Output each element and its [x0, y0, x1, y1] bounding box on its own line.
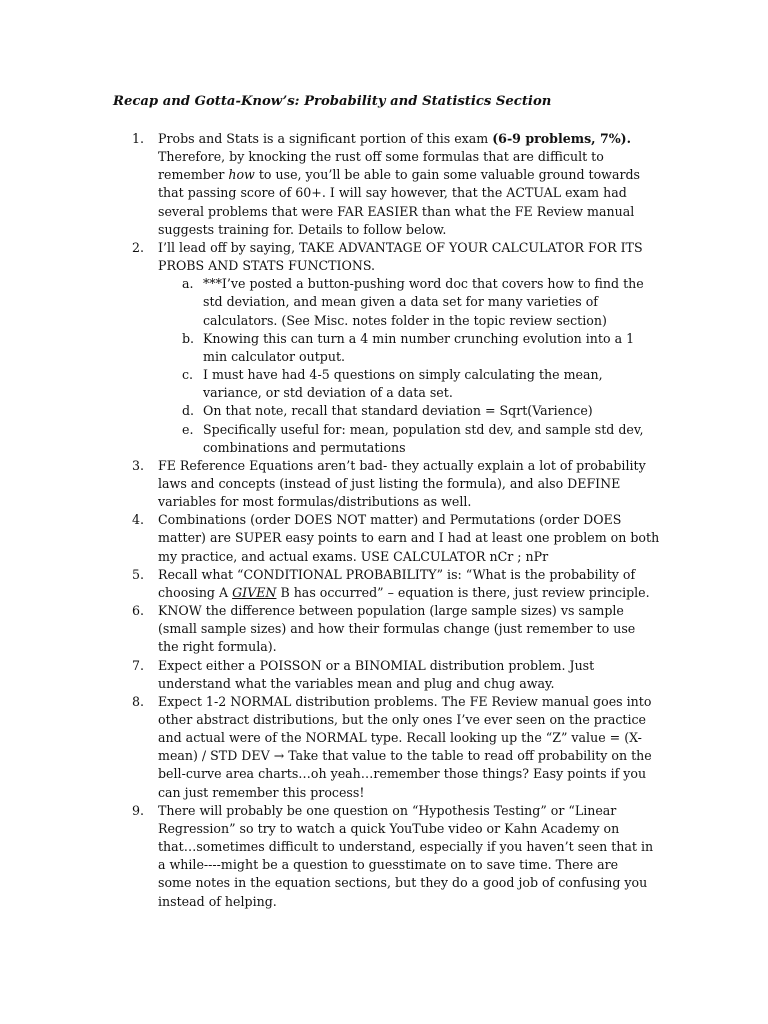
text-line: laws and concepts (instead of just listing the formula), and also DEFINE: [158, 475, 621, 491]
text-line: several problems that were FAR EASIER than what the FE Review manual: [158, 203, 635, 219]
text-line: I must have had 4-5 questions on simply calculating the mean,: [203, 367, 603, 383]
text-line: a while----might be a question to guesstimate on to save time. There are: [158, 857, 619, 873]
list-number: 6.: [132, 603, 145, 619]
sub-letter: c.: [182, 367, 194, 383]
text-line: On that note, recall that standard deviation = Sqrt(Varience): [203, 403, 593, 419]
text-line: combinations and permutations: [203, 439, 406, 455]
sub-item-c: [182, 366, 663, 402]
list-item-2: [132, 239, 663, 457]
sub-list: [182, 275, 663, 457]
list-item-9: [132, 802, 663, 911]
list-number: 1.: [132, 131, 145, 146]
sub-letter: b.: [182, 330, 195, 346]
list-number: 8.: [132, 693, 145, 709]
list-number: 4.: [132, 512, 145, 528]
text-line: remember how to use, you’ll be able to gain some valuable ground towards: [158, 167, 641, 183]
list-item-5: [132, 566, 663, 602]
text-line: Combinations (order DOES NOT matter) and Permutations (order DOES: [158, 512, 622, 528]
sub-item-b: [182, 330, 663, 366]
text-line: suggests training for. Details to follow below.: [158, 221, 447, 237]
list-number: 2.: [132, 239, 145, 255]
text-line: Probs and Stats is a significant portion of this exam (6-9 problems, 7%).: [158, 131, 632, 146]
text-line: variance, or std deviation of a data set.: [203, 385, 453, 401]
text-line: can just remember this process!: [158, 784, 365, 800]
text-line: choosing A GIVEN B has occurred” – equation is there, just review principle.: [158, 584, 650, 600]
list-item-8: [132, 693, 663, 802]
sub-item-e: [182, 421, 663, 457]
text-line: Specifically useful for: mean, population std dev, and sample std dev,: [203, 421, 644, 437]
text-line: mean) / STD DEV → Take that value to the table to read off probability on the: [158, 748, 652, 764]
sub-letter: e.: [182, 421, 194, 437]
sub-letter: a.: [182, 276, 194, 292]
text-line: instead of helping.: [158, 893, 277, 909]
text-line: Recall what “CONDITIONAL PROBABILITY” is: “What is the probability of: [158, 566, 636, 582]
text-line: ***I’ve posted a button-pushing word doc that covers how to find the: [203, 276, 644, 292]
list-number: 7.: [132, 657, 145, 673]
text-line: Therefore, by knocking the rust off some formulas that are difficult to: [158, 149, 604, 165]
text-line: some notes in the equation sections, but they do a good job of confusing you: [158, 875, 648, 891]
list-item-3: [132, 457, 663, 511]
emphasis-italic: how: [228, 167, 255, 183]
list-item-1: [132, 130, 663, 239]
numbered-list: [132, 130, 663, 911]
text-line: min calculator output.: [203, 348, 346, 364]
text-line: FE Reference Equations aren’t bad- they actually explain a lot of probability: [158, 457, 646, 473]
list-item-7: [132, 657, 663, 693]
text-line: other abstract distributions, but the only ones I’ve ever seen on the practice: [158, 712, 647, 727]
list-item-4: [132, 511, 663, 565]
text-line: Expect 1-2 NORMAL distribution problems. The FE Review manual goes into: [158, 693, 652, 709]
emphasis-underline: GIVEN: [232, 584, 277, 600]
text-line: bell-curve area charts…oh yeah…remember those things? Easy points if you: [158, 766, 647, 782]
text-line: and actual were of the NORMAL type. Recall looking up the “Z” value = (X-: [158, 730, 642, 746]
text-line: matter) are SUPER easy points to earn and I had at least one problem on both: [158, 530, 660, 546]
text-line: Expect either a POISSON or a BINOMIAL distribution problem. Just: [158, 657, 595, 673]
sub-letter: d.: [182, 403, 195, 419]
document-title: Recap and Gotta-Know’s: Probability and Statistics Section: [113, 94, 552, 109]
list-number: 9.: [132, 802, 145, 818]
text-line: Regression” so try to watch a quick YouTube video or Kahn Academy on: [158, 820, 620, 836]
emphasis-bold: (6-9 problems, 7%).: [492, 131, 632, 146]
text-line: Knowing this can turn a 4 min number crunching evolution into a 1: [203, 330, 635, 346]
text-line: (small sample sizes) and how their formulas change (just remember to use: [158, 621, 636, 637]
list-item-6: [132, 602, 663, 656]
text-line: std deviation, and mean given a data set for many varieties of: [203, 294, 598, 310]
text-line: the right formula).: [158, 639, 277, 655]
text-line: There will probably be one question on “Hypothesis Testing” or “Linear: [158, 802, 617, 818]
text-line: I’ll lead off by saying, TAKE ADVANTAGE OF YOUR CALCULATOR FOR ITS: [158, 239, 643, 255]
text-line: calculators. (See Misc. notes folder in the topic review section): [203, 312, 607, 328]
text-line: KNOW the difference between population (large sample sizes) vs sample: [158, 603, 624, 619]
sub-item-a: [182, 275, 663, 329]
list-number: 3.: [132, 457, 145, 473]
text-line: PROBS AND STATS FUNCTIONS.: [158, 258, 376, 274]
text-line: my practice, and actual exams. USE CALCULATOR nCr ; nPr: [158, 548, 549, 564]
text-line: understand what the variables mean and plug and chug away.: [158, 675, 555, 691]
text-line: that…sometimes difficult to understand, especially if you haven’t seen that in: [158, 839, 654, 855]
list-number: 5.: [132, 566, 145, 582]
sub-item-d: [182, 402, 663, 420]
text-line: variables for most formulas/distributions as well.: [158, 494, 472, 510]
text-line: that passing score of 60+. I will say however, that the ACTUAL exam had: [158, 185, 627, 201]
